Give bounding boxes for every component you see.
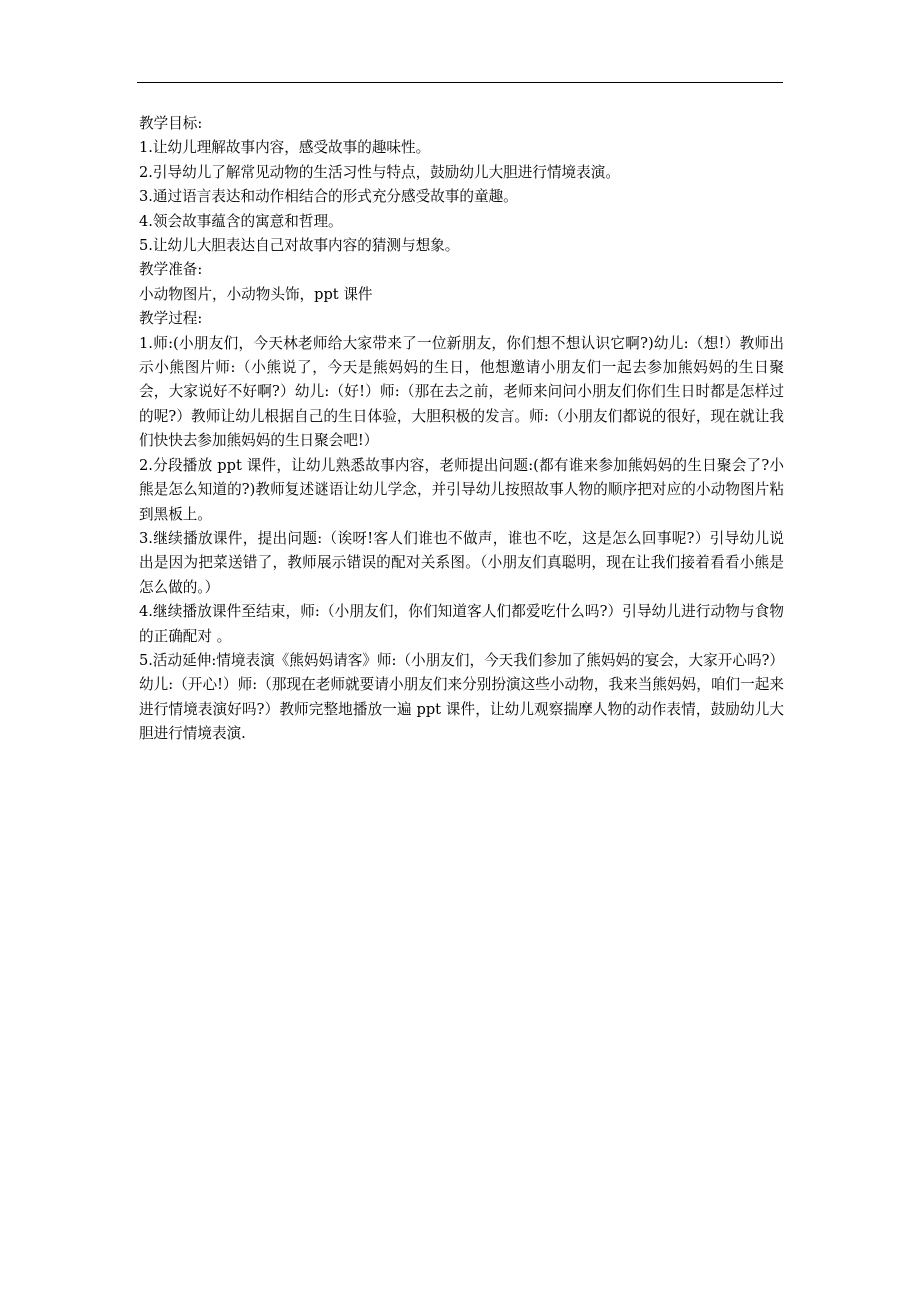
preparation-text: 小动物图片，小动物头饰，ppt 课件 (139, 285, 373, 303)
preparation-heading: 教学准备: (139, 261, 203, 279)
process-step-3: 3.继续播放课件，提出问题:（诶呀!客人们谁也不做声，谁也不吃，这是怎么回事呢?）引导幼儿说出是因为把菜送错了，教师展示错误的配对关系图。（小朋友们真聪明，现在让我们接着看看小熊是怎么做的。） (139, 529, 784, 596)
document-body (139, 112, 784, 747)
objective-item-1: 1.让幼儿理解故事内容，感受故事的趣味性。 (139, 139, 431, 157)
process-step-4: 4.继续播放课件至结束，师:（小朋友们，你们知道客人们都爱吃什么吗?）引导幼儿进行动物与食物的正确配对 。 (139, 603, 784, 645)
process-step-2: 2.分段播放 ppt 课件，让幼儿熟悉故事内容，老师提出问题:(都有谁来参加熊妈妈的生日聚会了?小熊是怎么知道的?)教师复述谜语让幼儿学念，并引导幼儿按照故事人物的顺序把对应的小动物图片粘到黑板上。 (139, 456, 784, 523)
objective-item-4: 4.领会故事蕴含的寓意和哲理。 (139, 212, 343, 230)
process-step-5: 5.活动延伸:情境表演《熊妈妈请客》师:（小朋友们，今天我们参加了熊妈妈的宴会，大家开心吗?）幼儿:（开心!）师:（那现在老师就要请小朋友们来分别扮演这些小动物，我来当熊妈妈，咱们一起来进行情境表演好吗?）教师完整地播放一遍 ppt 课件，让幼儿观察揣摩人物的动作表情，鼓励幼儿大胆进行情境表演. (139, 651, 784, 743)
header-rule (137, 82, 783, 83)
process-step-1: 1.师:(小朋友们，今天林老师给大家带来了一位新朋友，你们想不想认识它啊?)幼儿:（想!）教师出示小熊图片师:（小熊说了，今天是熊妈妈的生日，他想邀请小朋友们一起去参加熊妈妈的生日聚会，大家说好不好啊?）幼儿:（好!）师:（那在去之前，老师来问问小朋友们你们生日时都是怎样过的呢?）教师让幼儿根据自己的生日体验，大胆积极的发言。师:（小朋友们都说的很好，现在就让我们快快去参加熊妈妈的生日聚会吧!） (139, 334, 784, 450)
objective-item-5: 5.让幼儿大胆表达自己对故事内容的猜测与想象。 (139, 237, 460, 255)
objective-item-2: 2.引导幼儿了解常见动物的生活习性与特点，鼓励幼儿大胆进行情境表演。 (139, 163, 620, 181)
objectives-heading: 教学目标: (139, 115, 203, 132)
objective-item-3: 3.通过语言表达和动作相结合的形式充分感受故事的童趣。 (139, 188, 518, 206)
process-heading: 教学过程: (139, 310, 203, 328)
